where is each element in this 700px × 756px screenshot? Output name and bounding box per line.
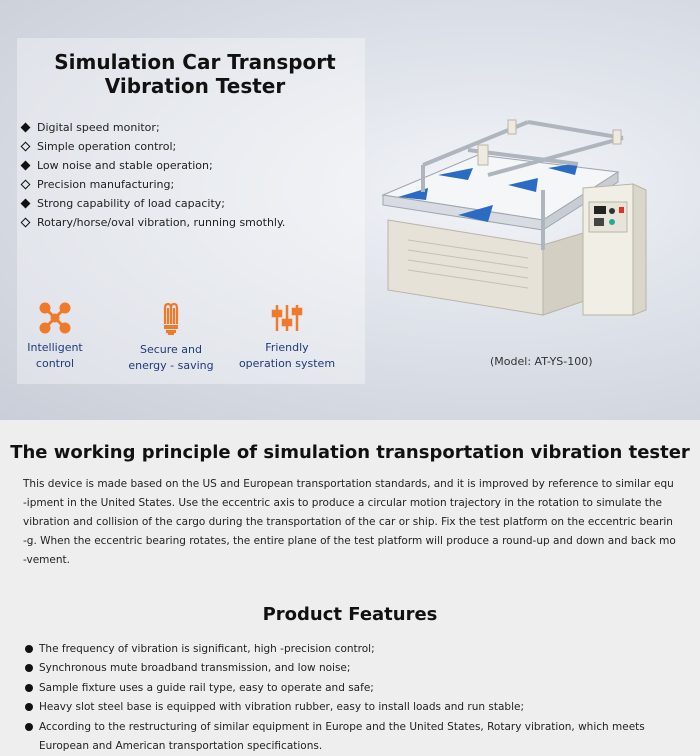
energy-saving-label: Secure and energy - saving <box>128 343 214 372</box>
hero-feature-item: Precision manufacturing; <box>20 175 285 194</box>
hero-feature-item: Strong capability of load capacity; <box>20 194 285 213</box>
product-feature-item: Synchronous mute broadband transmission, and low noise; <box>23 659 683 678</box>
bullet-dot-icon <box>25 684 33 692</box>
hero-title <box>17 50 373 98</box>
bullet-dot-icon <box>25 703 33 711</box>
product-features-list <box>23 640 683 756</box>
model-number: (Model: AT-YS-100) <box>490 355 593 368</box>
principle-title: The working principle of simulation transportation vibration tester <box>10 442 690 463</box>
hero-feature-item: Low noise and stable operation; <box>20 156 285 175</box>
hero-title-line2: Vibration Tester <box>104 74 286 98</box>
open-diamond-icon <box>21 180 31 190</box>
energy-saving-bulb-icon <box>155 302 187 336</box>
principle-line: vibration and collision of the cargo during the transportation of the car or ship. Fix the test platform on the eccentric bearin <box>23 516 673 528</box>
filled-diamond-icon <box>21 123 31 133</box>
bullet-dot-icon <box>25 664 33 672</box>
hero-feature-item: Simple operation control; <box>20 137 285 156</box>
hero-feature-item: Rotary/horse/oval vibration, running smothly. <box>20 213 285 232</box>
friendly-operation-feature <box>232 302 342 372</box>
hero-title-line1: Simulation Car Transport <box>54 50 336 74</box>
principle-paragraph <box>23 475 679 570</box>
vibration-tester-machine-image <box>368 100 668 330</box>
bullet-dot-icon <box>25 645 33 653</box>
network-nodes-icon <box>39 302 71 334</box>
sliders-icon <box>271 302 303 334</box>
product-feature-item: Sample fixture uses a guide rail type, easy to operate and safe; <box>23 679 683 698</box>
bullet-dot-icon <box>25 723 33 731</box>
principle-line: -vement. <box>23 554 70 566</box>
intelligent-control-label: Intelligent control <box>27 341 83 370</box>
principle-line: -g. When the eccentric bearing rotates, the entire plane of the test platform will produce a round-up and down and back mo <box>23 535 676 547</box>
intelligent-control-feature <box>0 302 110 372</box>
filled-diamond-icon <box>21 161 31 171</box>
filled-diamond-icon <box>21 199 31 209</box>
open-diamond-icon <box>21 218 31 228</box>
principle-line: This device is made based on the US and European transportation standards, and it is improved by reference to similar equ <box>23 478 674 490</box>
friendly-operation-label: Friendly operation system <box>238 341 336 370</box>
energy-saving-feature <box>116 302 226 374</box>
product-feature-item: According to the restructuring of similar equipment in Europe and the United States, Rotary vibration, which meets European and American transportation specifications. <box>23 718 683 756</box>
product-features-title: Product Features <box>262 604 438 625</box>
principle-line: -ipment in the United States. Use the eccentric axis to produce a circular motion trajectory in the rotation to simulate the <box>23 497 662 509</box>
product-feature-item: The frequency of vibration is significant, high -precision control; <box>23 640 683 659</box>
hero-feature-item: Digital speed monitor; <box>20 118 285 137</box>
product-feature-item: Heavy slot steel base is equipped with vibration rubber, easy to install loads and run stable; <box>23 698 683 717</box>
open-diamond-icon <box>21 142 31 152</box>
hero-feature-list <box>20 118 285 232</box>
